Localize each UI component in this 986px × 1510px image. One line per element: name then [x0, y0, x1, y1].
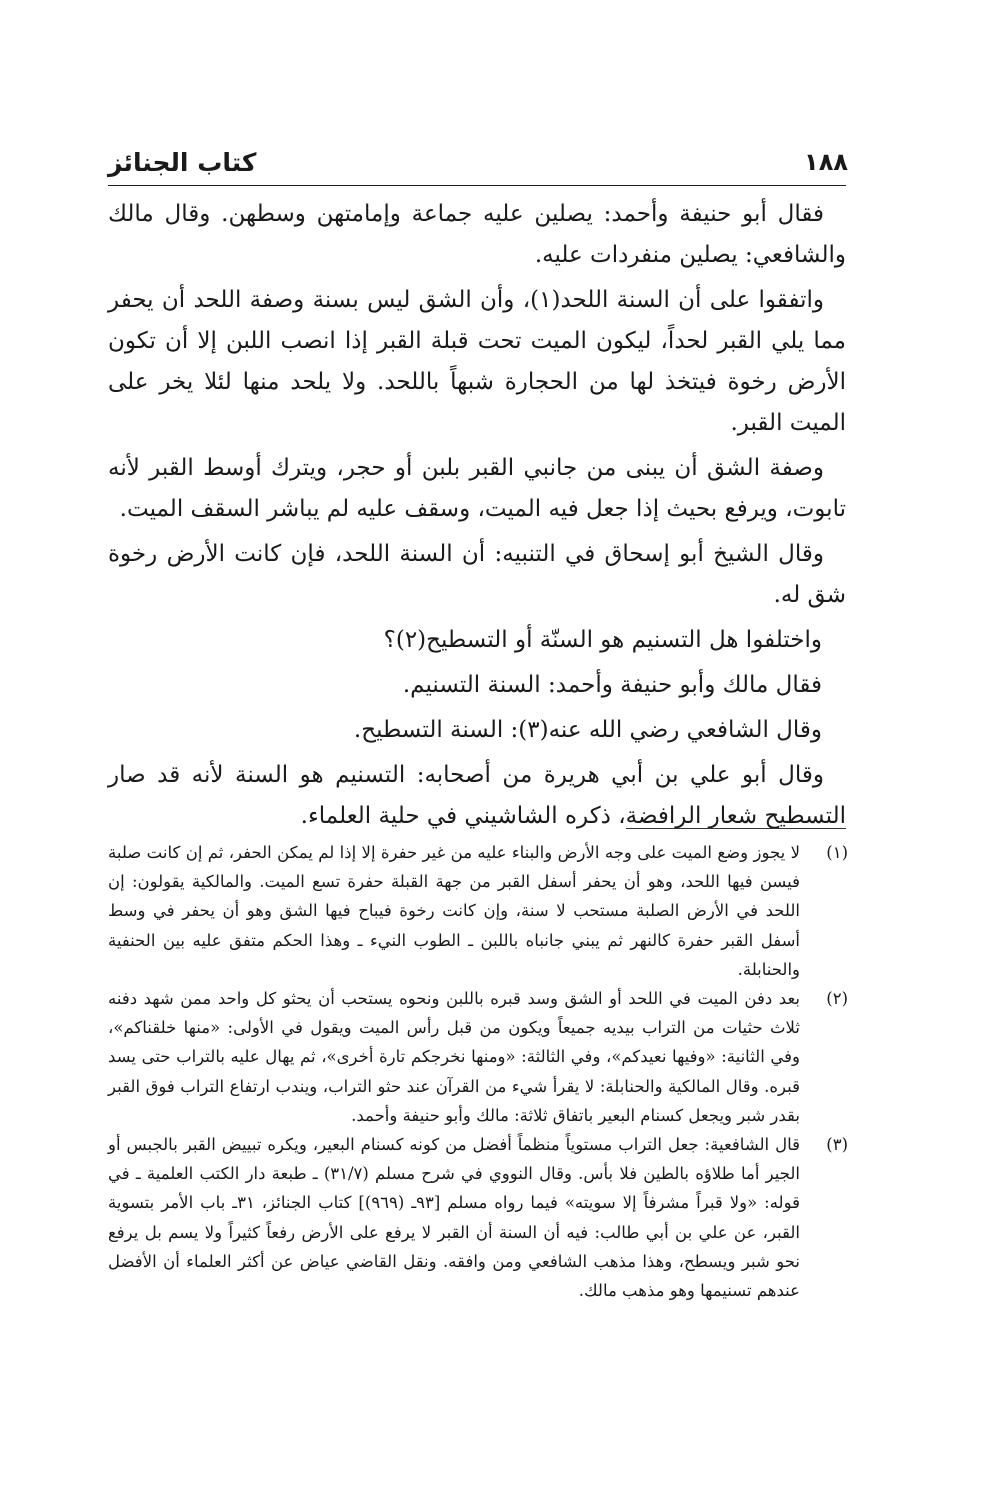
paragraph: فقال مالك وأبو حنيفة وأحمد: السنة التسنيم. — [402, 672, 822, 698]
footnote-text: قال الشافعية: جعل التراب مستوياً منظماً أفضل من كونه كسنام البعير، ويكره تبييض القبر بالجبس أو الجير أما طلاؤه بالطين فلا بأس. وقال النووي في شرح مسلم (٣١/٧) ـ طبعة دار الكتب العلمية ـ في قوله: «ولا قبراً مشرفاً إلا سويته» فيما رواه مسلم [٩٣ـ (٩٦٩)] كتاب الجنائز، ٣١ـ باب الأمر بتسوية القبر، عن علي بن أبي طالب: فيه أن السنة أن القبر لا يرفع على الأرض رفعاً كثيراً ولا يسم بل يرفع نحو شبر ويسطح، وهذا مذهب الشافعي ومن وافقه. ونقل القاضي عياض عن أكثر العلماء أن الأفضل عندهم تسنيمها وهو مذهب مالك. — [108, 1135, 800, 1301]
footnote — [108, 838, 848, 984]
footnote-text: بعد دفن الميت في اللحد أو الشق وسد قبره باللبن ونحوه يستحب أن يحثو كل واحد ممن شهد دفنه ثلاث حثيات من التراب بيديه جميعاً ويكون من قبل رأس الميت ويقول في الأولى: «منها خلقناكم»، وفي الثانية: «وفيها نعيدكم»، وفي الثالثة: «ومنها نخرجكم تارة أخرى»، ثم يهال عليه بالتراب حتى يسد قبره. وقال المالكية والحنابلة: لا يقرأ شيء من القرآن عند حثو التراب، ويندب ارتفاع التراب فوق القبر بقدر شبر ويجعل كسنام البعير باتفاق ثلاثة: مالك وأبو حنيفة وأحمد. — [108, 989, 800, 1125]
book-title: كتاب الجنائز — [108, 148, 257, 177]
paragraph: وصفة الشق أن يبنى من جانبي القبر بلبن أو حجر، ويترك أوسط القبر لأنه تابوت، ويرفع بحيث إذا جعل فيه الميت، وسقف عليه لم يباشر السقف الميت. — [108, 455, 846, 522]
footnote-number: (٣) — [826, 1135, 848, 1155]
main-text — [108, 194, 846, 841]
paragraph: وقال الشافعي رضي الله عنه(٣): السنة التسطيح. — [353, 717, 822, 743]
running-head — [108, 146, 848, 186]
footnote-number: (٢) — [826, 989, 848, 1009]
header-rule — [108, 185, 846, 186]
footnote-separator — [626, 828, 846, 829]
paragraph: وقال الشيخ أبو إسحاق في التنبيه: أن السنة اللحد، فإن كانت الأرض رخوة شق له. — [108, 541, 846, 608]
footnote-number: (١) — [826, 843, 848, 862]
footnote-text: لا يجوز وضع الميت على وجه الأرض والبناء عليه من غير حفرة إلا إذا لم يمكن الحفر، ثم إن كانت صلبة فيسن فيها اللحد، وهو أن يحفر أسفل القبر من جهة القبلة حفرة تسع الميت. والمالكية يقولون: إن اللحد في الأرض الصلبة مستحب لا سنة، وإن كانت رخوة فيباح فيها الشق وهو أن يحفر في وسط أسفل القبر حفرة كالنهر ثم يبني جانباه باللبن ـ الطوب النيء ـ وهذا الحكم متفق عليه بين الحنفية والحنابلة. — [108, 843, 800, 979]
footnote — [108, 1130, 848, 1305]
page-number: ١٨٨ — [804, 148, 848, 176]
footnote — [108, 984, 848, 1130]
paragraph: فقال أبو حنيفة وأحمد: يصلين عليه جماعة وإمامتهن وسطهن. وقال مالك والشافعي: يصلين منفردات عليه. — [108, 201, 846, 268]
paragraph: واتفقوا على أن السنة اللحد(١)، وأن الشق ليس بسنة وصفة اللحد أن يحفر مما يلي القبر لحداً، ليكون الميت تحت قبلة القبر إذا انصب اللبن إلا أن تكون الأرض رخوة فيتخذ لها من الحجارة شبهاً باللحد. ولا يلحد منها لئلا يخر على الميت القبر. — [108, 287, 846, 436]
footnotes — [108, 838, 848, 1305]
paragraph: وقال أبو علي بن أبي هريرة من أصحابه: التسنيم هو السنة لأنه قد صار التسطيح شعار الرافضة، ذكره الشاشيني في حلية العلماء. — [108, 762, 846, 829]
paragraph: واختلفوا هل التسنيم هو السنّة أو التسطيح(٢)؟ — [383, 627, 822, 653]
